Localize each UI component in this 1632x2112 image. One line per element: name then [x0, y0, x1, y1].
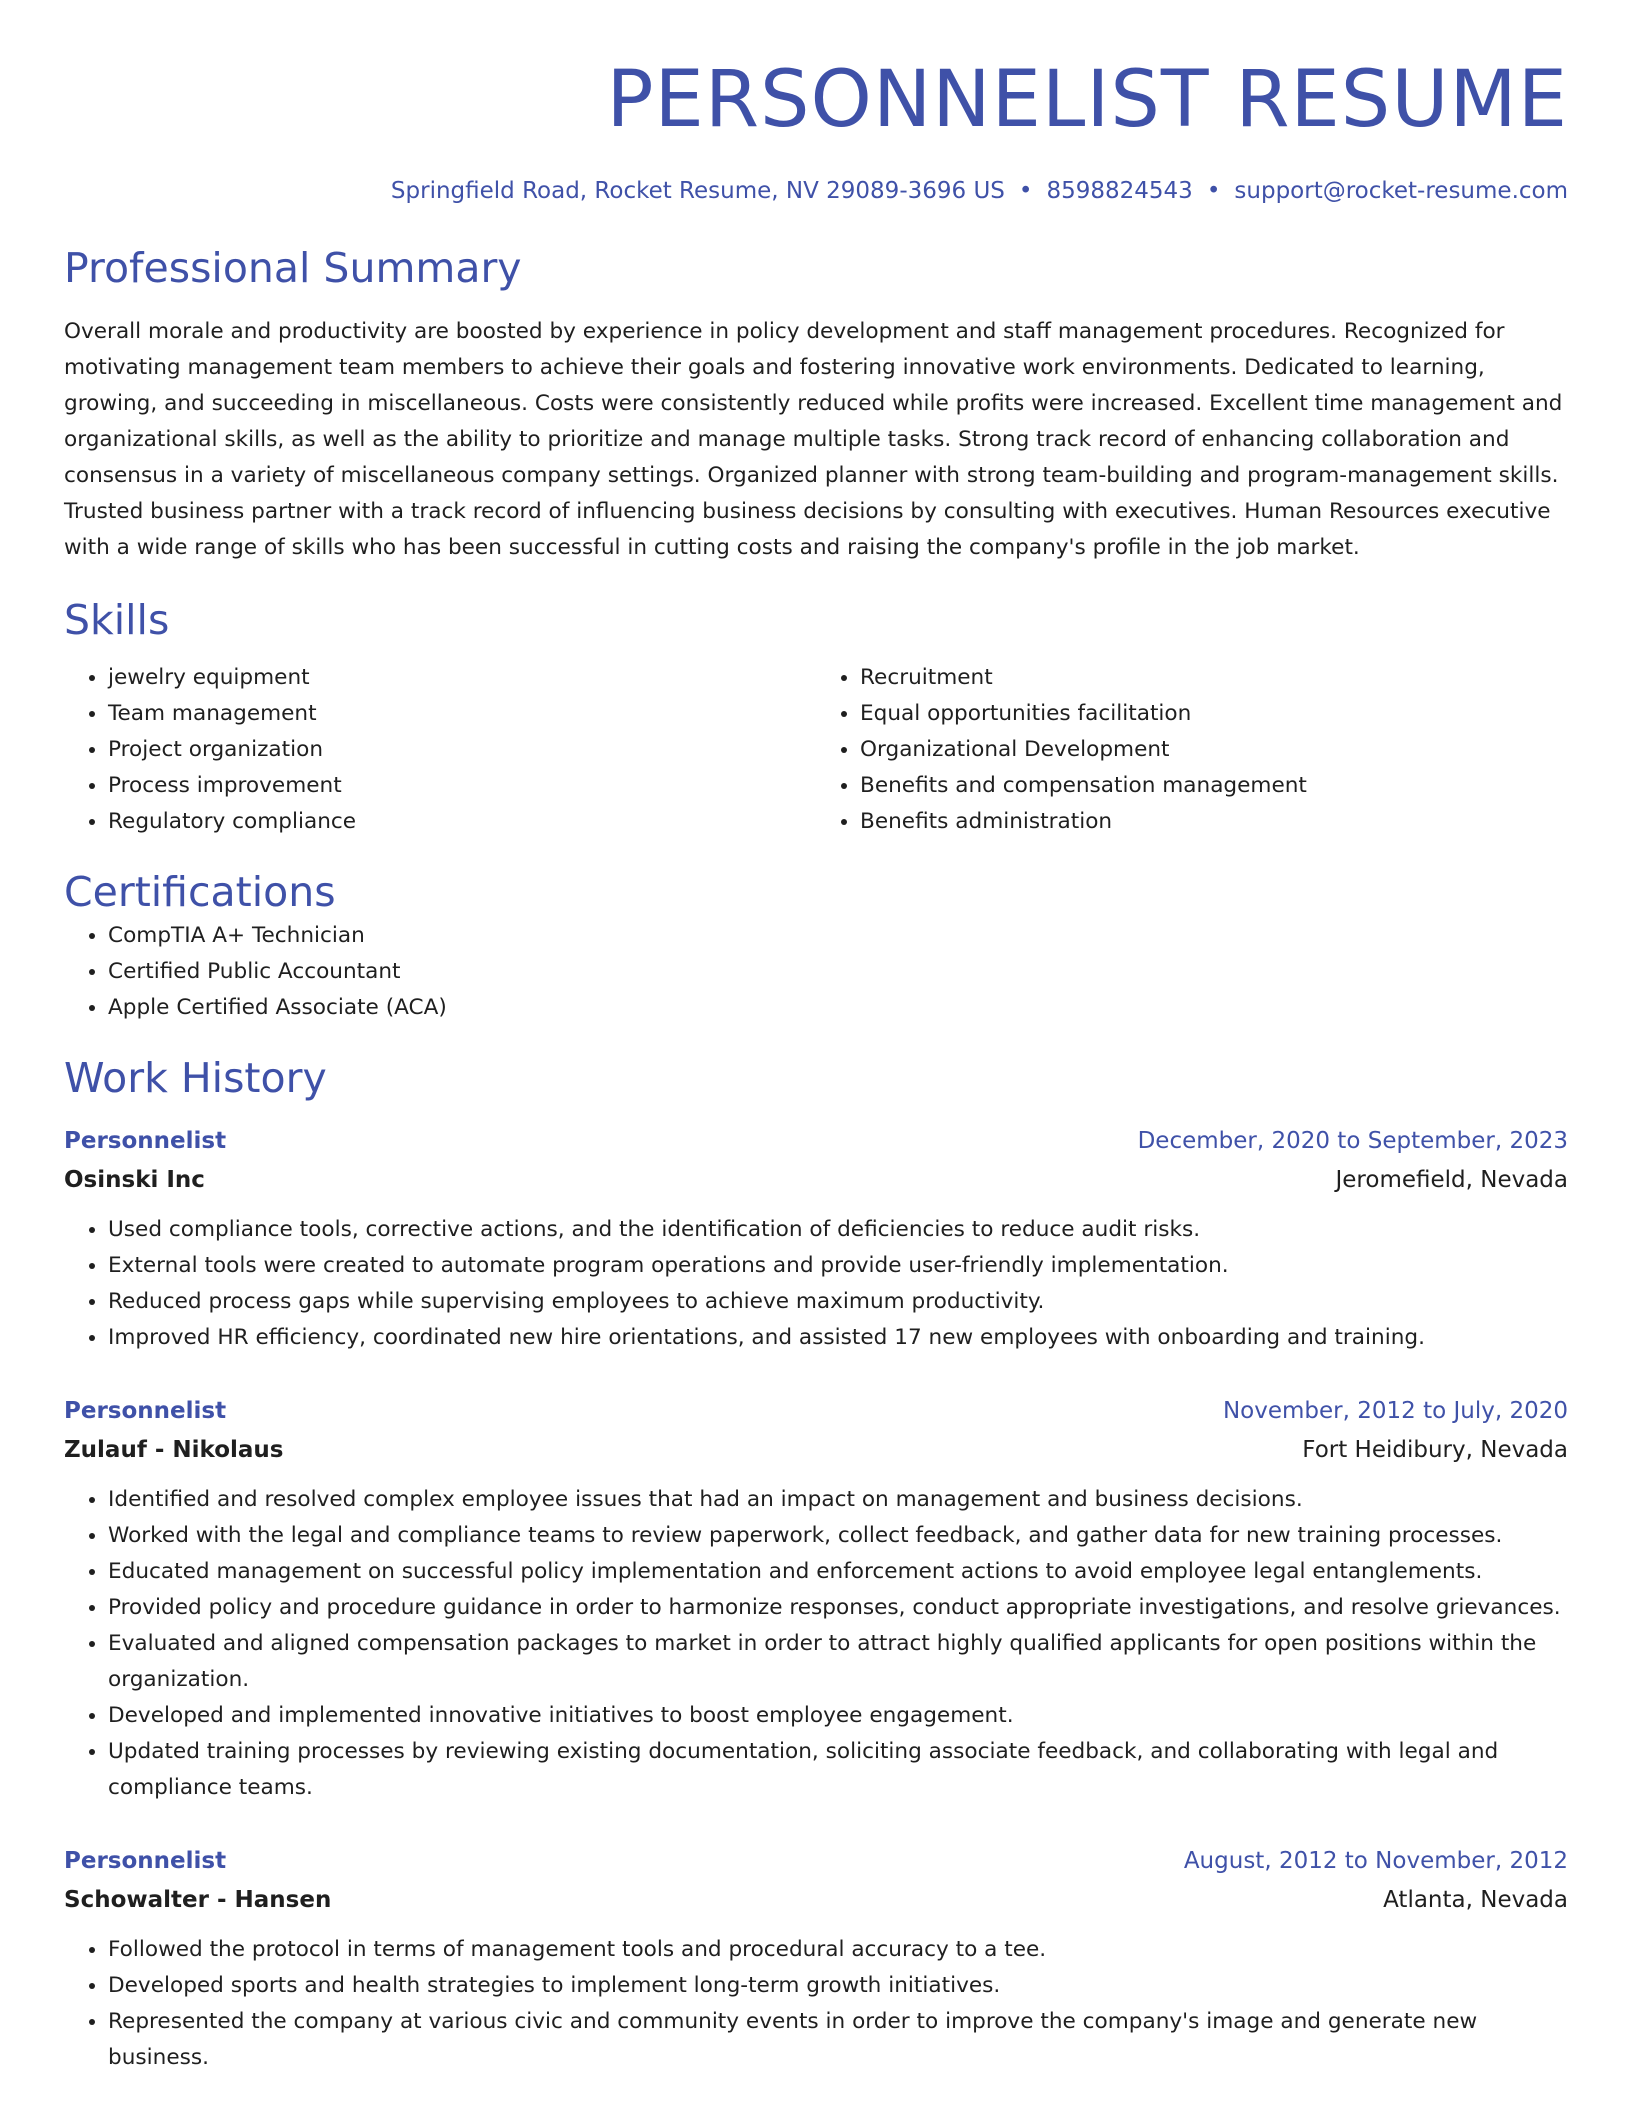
- job-location: Jeromefield, Nevada: [1335, 1167, 1568, 1193]
- job-entry: [64, 1122, 1568, 1356]
- job-duty: • Provided policy and procedure guidance in order to harmonize responses, conduct appropriate investigations, and resolve grievances.: [108, 1590, 1568, 1626]
- skill-item: • Recruitment: [860, 660, 1568, 696]
- skill-item: • Regulatory compliance: [108, 804, 816, 840]
- skill-item: • jewelry equipment: [108, 660, 816, 696]
- certifications-heading: Certifications: [64, 868, 336, 916]
- skill-item: • Organizational Development: [860, 732, 1568, 768]
- job-company: Zulauf - Nikolaus: [64, 1437, 284, 1463]
- job-company-row: [64, 1431, 1568, 1470]
- summary-heading: Professional Summary: [64, 244, 522, 292]
- skills-list-right: [816, 660, 1568, 840]
- job-title: Personnelist: [64, 1128, 227, 1154]
- contact-phone: 8598824543: [1046, 178, 1193, 204]
- job-location: Atlanta, Nevada: [1383, 1887, 1568, 1913]
- contact-address: Springfield Road, Rocket Resume, NV 29089-3696 US: [390, 178, 1005, 204]
- job-company: Schowalter - Hansen: [64, 1887, 332, 1913]
- contact-separator: •: [1018, 178, 1033, 204]
- skill-item: • Process improvement: [108, 768, 816, 804]
- summary-text: Overall morale and productivity are boosted by experience in policy development and staff management procedures. Recognized for motivating management team members to achieve their goals and fostering innovative work environments. Dedicated to learning, growing, and succeeding in miscellaneous. Costs were consistently reduced while profits were increased. Excellent time management and organizational skills, as well as the ability to prioritize and manage multiple tasks. Strong track record of enhancing collaboration and consensus in a variety of miscellaneous company settings. Organized planner with strong team-building and program-management skills. Trusted business partner with a track record of influencing business decisions by consulting with executives. Human Resources executive with a wide range of skills who has been successful in cutting costs and raising the company's profile in the job market.: [64, 319, 1563, 560]
- job-duty: • Developed sports and health strategies to implement long-term growth initiatives.: [108, 1968, 1568, 2004]
- job-duties-list: [64, 1932, 1568, 2076]
- job-company: Osinski Inc: [64, 1167, 205, 1193]
- work-history-heading: Work History: [64, 1054, 327, 1102]
- skills-heading: Skills: [64, 596, 170, 644]
- job-duty: • Developed and implemented innovative initiatives to boost employee engagement.: [108, 1698, 1568, 1734]
- job-entry: [64, 1392, 1568, 1806]
- skill-item: • Equal opportunities facilitation: [860, 696, 1568, 732]
- job-entry: [64, 1842, 1568, 2076]
- job-header-row: [64, 1392, 1568, 1431]
- job-duty: • Improved HR efficiency, coordinated new hire orientations, and assisted 17 new employees with onboarding and training.: [108, 1320, 1568, 1356]
- job-title: Personnelist: [64, 1848, 227, 1874]
- certification-item: • Certified Public Accountant: [108, 954, 1568, 990]
- skill-item: • Project organization: [108, 732, 816, 768]
- job-header-row: [64, 1842, 1568, 1881]
- job-dates: August, 2012 to November, 2012: [1183, 1848, 1568, 1874]
- job-title: Personnelist: [64, 1398, 227, 1424]
- job-location: Fort Heidibury, Nevada: [1302, 1437, 1568, 1463]
- skills-list-left: [64, 660, 816, 840]
- job-dates: November, 2012 to July, 2020: [1222, 1398, 1568, 1424]
- contact-separator: •: [1206, 178, 1221, 204]
- job-header-row: [64, 1122, 1568, 1161]
- job-duty: • Worked with the legal and compliance teams to review paperwork, collect feedback, and gather data for new training processes.: [108, 1518, 1568, 1554]
- certification-item: • Apple Certified Associate (ACA): [108, 990, 1568, 1026]
- skill-item: • Team management: [108, 696, 816, 732]
- job-duty: • Evaluated and aligned compensation packages to market in order to attract highly qualified applicants for open positions within the organization.: [108, 1626, 1568, 1698]
- job-company-row: [64, 1881, 1568, 1920]
- certification-item: • CompTIA A+ Technician: [108, 918, 1568, 954]
- job-duty: • Followed the protocol in terms of management tools and procedural accuracy to a tee.: [108, 1932, 1568, 1968]
- contact-line: [64, 176, 1568, 206]
- job-duty: • External tools were created to automate program operations and provide user-friendly implementation.: [108, 1248, 1568, 1284]
- job-duty: • Updated training processes by reviewing existing documentation, soliciting associate feedback, and collaborating with legal and compliance teams.: [108, 1734, 1568, 1806]
- skill-item: • Benefits and compensation management: [860, 768, 1568, 804]
- job-duties-list: [64, 1482, 1568, 1806]
- skill-item: • Benefits administration: [860, 804, 1568, 840]
- job-duty: • Represented the company at various civic and community events in order to improve the company's image and generate new business.: [108, 2004, 1568, 2076]
- job-duties-list: [64, 1212, 1568, 1356]
- job-duty: • Reduced process gaps while supervising employees to achieve maximum productivity.: [108, 1284, 1568, 1320]
- contact-email: support@rocket-resume.com: [1234, 178, 1568, 204]
- certifications-list: [64, 918, 1568, 1026]
- job-duty: • Used compliance tools, corrective actions, and the identification of deficiencies to reduce audit risks.: [108, 1212, 1568, 1248]
- job-duty: • Educated management on successful policy implementation and enforcement actions to avoid employee legal entanglements.: [108, 1554, 1568, 1590]
- job-dates: December, 2020 to September, 2023: [1137, 1128, 1568, 1154]
- skills-columns: [64, 660, 1568, 840]
- job-company-row: [64, 1161, 1568, 1200]
- job-duty: • Identified and resolved complex employee issues that had an impact on management and business decisions.: [108, 1482, 1568, 1518]
- resume-name: PERSONNELIST RESUME: [606, 55, 1568, 145]
